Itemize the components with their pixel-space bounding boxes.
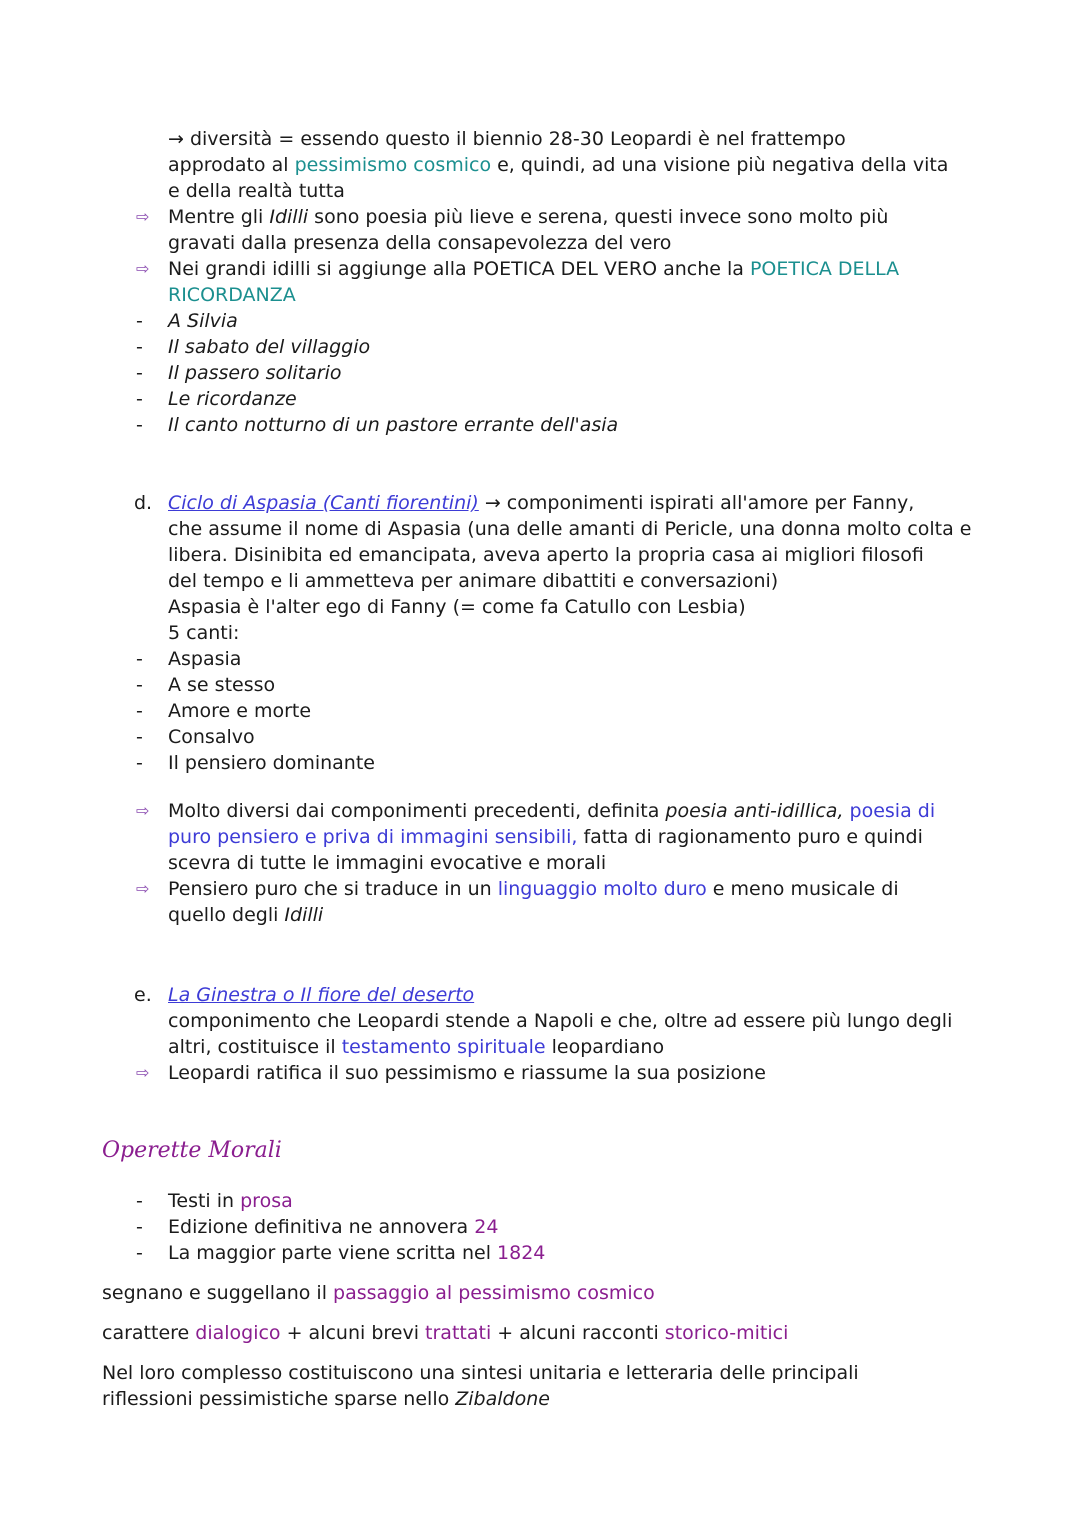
dash-bullet: -	[136, 310, 143, 332]
text-line: puro pensiero e priva di immagini sensibili, fatta di ragionamento puro e quindi	[168, 826, 923, 848]
text-line: componimento che Leopardi stende a Napoli e che, oltre ad essere più lungo degli	[168, 1010, 953, 1032]
list-item: Edizione definitiva ne annovera 24	[168, 1216, 499, 1238]
arrow-icon: ⇨	[136, 207, 150, 226]
paragraph: carattere dialogico + alcuni brevi trattati + alcuni racconti storico-mitici	[102, 1322, 789, 1344]
arrow-icon: ⇨	[136, 879, 150, 898]
dash-bullet: -	[136, 414, 143, 436]
dash-bullet: -	[136, 1190, 143, 1212]
text-line: del tempo e li ammetteva per animare dibattiti e conversazioni)	[168, 570, 779, 592]
text-line: Ciclo di Aspasia (Canti fiorentini) → componimenti ispirati all'amore per Fanny,	[168, 492, 915, 514]
text-line: quello degli Idilli	[168, 904, 324, 926]
list-item: Il passero solitario	[168, 362, 342, 384]
dash-bullet: -	[136, 362, 143, 384]
section-title: La Ginestra o Il fiore del deserto	[168, 984, 475, 1006]
paragraph: riflessioni pessimistiche sparse nello Zibaldone	[102, 1388, 550, 1410]
arrow-icon: ⇨	[136, 259, 150, 278]
text-line: altri, costituisce il testamento spirituale leopardiano	[168, 1036, 665, 1058]
text-line: RICORDANZA	[168, 284, 296, 306]
highlight-term: pessimismo cosmico	[294, 154, 492, 176]
list-item: Il canto notturno di un pastore errante dell'asia	[168, 414, 619, 436]
text-line: scevra di tutte le immagini evocative e morali	[168, 852, 607, 874]
text-line: Nei grandi idilli si aggiunge alla POETICA DEL VERO anche la POETICA DELLA	[168, 258, 900, 280]
dash-bullet: -	[136, 674, 143, 696]
list-item: Il pensiero dominante	[168, 752, 375, 774]
text-line: libera. Disinibita ed emancipata, aveva aperto la propria casa ai migliori filosofi	[168, 544, 924, 566]
dash-bullet: -	[136, 388, 143, 410]
dash-bullet: -	[136, 700, 143, 722]
list-item: Le ricordanze	[168, 388, 297, 410]
list-item: La maggior parte viene scritta nel 1824	[168, 1242, 546, 1264]
text-line: che assume il nome di Aspasia (una delle amanti di Pericle, una donna molto colta e	[168, 518, 972, 540]
dash-bullet: -	[136, 752, 143, 774]
section-letter: e.	[134, 984, 152, 1006]
list-item: Consalvo	[168, 726, 255, 748]
text-line: Aspasia è l'alter ego di Fanny (= come fa Catullo con Lesbia)	[168, 596, 746, 618]
text-line: Mentre gli Idilli sono poesia più lieve e serena, questi invece sono molto più	[168, 206, 889, 228]
text-line: Molto diversi dai componimenti precedenti, definita poesia anti-idillica, poesia di	[168, 800, 936, 822]
list-item: A se stesso	[168, 674, 276, 696]
dash-bullet: -	[136, 648, 143, 670]
text-line: approdato al pessimismo cosmico e, quindi, ad una visione più negativa della vita	[168, 154, 949, 176]
section-title: Ciclo di Aspasia (Canti fiorentini)	[168, 492, 479, 514]
text-line: gravati dalla presenza della consapevolezza del vero	[168, 232, 672, 254]
text-line: 5 canti:	[168, 622, 240, 644]
section-letter: d.	[134, 492, 153, 514]
list-item: Testi in prosa	[168, 1190, 293, 1212]
dash-bullet: -	[136, 336, 143, 358]
dash-bullet: -	[136, 1242, 143, 1264]
list-item: Il sabato del villaggio	[168, 336, 371, 358]
list-item: Amore e morte	[168, 700, 312, 722]
list-item: Aspasia	[168, 648, 242, 670]
dash-bullet: -	[136, 726, 143, 748]
text-line: e della realtà tutta	[168, 180, 345, 202]
text-line: Pensiero puro che si traduce in un linguaggio molto duro e meno musicale di	[168, 878, 899, 900]
text-line: Leopardi ratifica il suo pessimismo e riassume la sua posizione	[168, 1062, 766, 1084]
paragraph: Nel loro complesso costituiscono una sintesi unitaria e letteraria delle principali	[102, 1362, 859, 1384]
arrow-icon: ⇨	[136, 1063, 150, 1082]
paragraph: segnano e suggellano il passaggio al pessimismo cosmico	[102, 1282, 655, 1304]
section-heading: Operette Morali	[102, 1138, 282, 1163]
arrow-icon: ⇨	[136, 801, 150, 820]
list-item: A Silvia	[168, 310, 238, 332]
dash-bullet: -	[136, 1216, 143, 1238]
text-line: → diversità = essendo questo il biennio 28-30 Leopardi è nel frattempo	[168, 128, 846, 150]
